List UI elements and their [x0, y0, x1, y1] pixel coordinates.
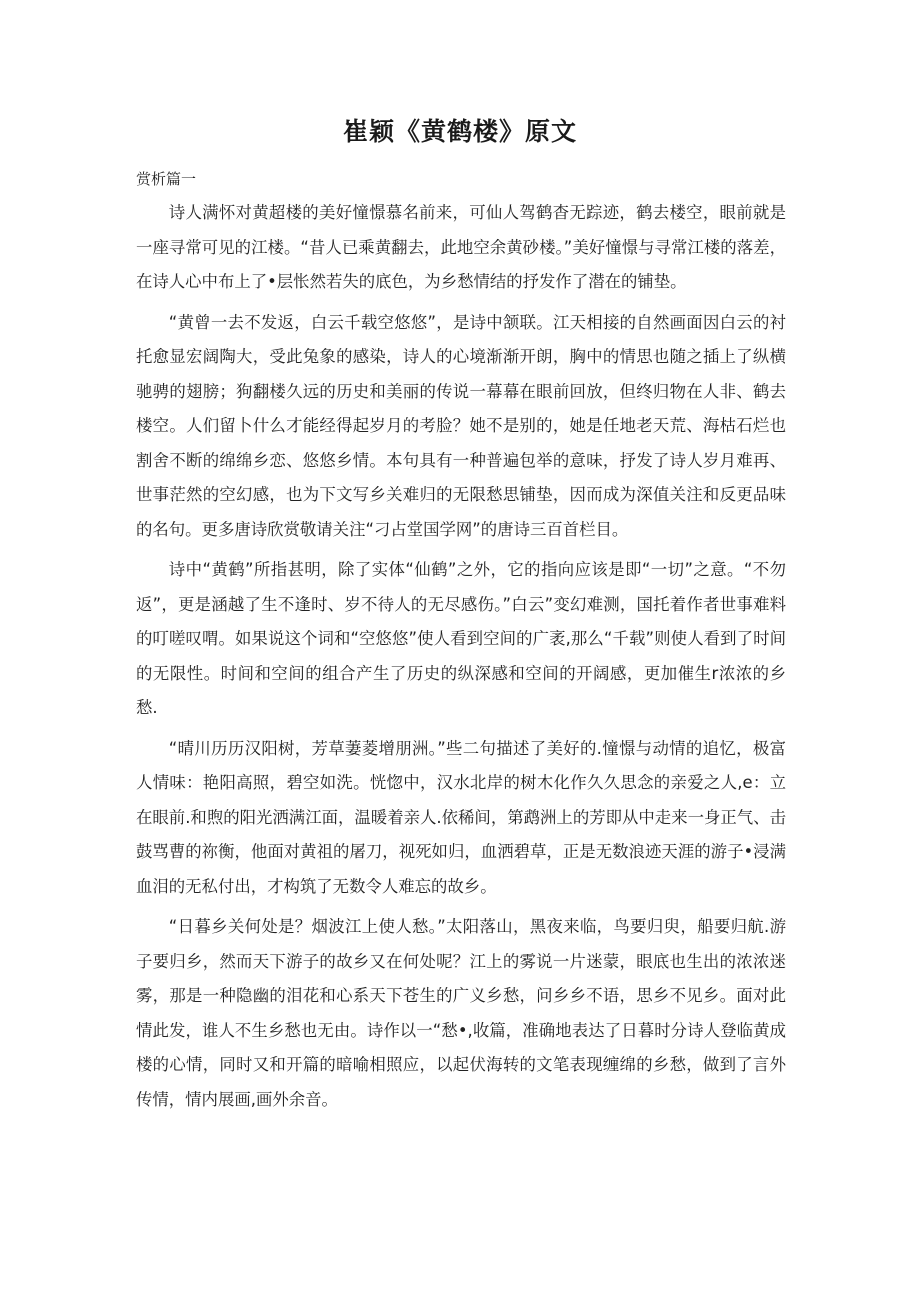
paragraph-1: 诗人满怀对黄超楼的美好憧憬慕名前来，可仙人驾鹤杳无踪迹，鹤去楼空，眼前就是一座寻常可见的江楼。“昔人已乘黄翻去，此地空余黄砂楼。”美好憧憬与寻常江楼的落差，在诗人心中布上了•层怅然若失的底色，为乡愁情结的抒发作了潜在的铺垫。	[136, 203, 786, 291]
paragraph-3: 诗中“黄鹤”所指甚明，除了实体“仙鹤”之外，它的指向应该是即“一切”之意。“不勿返”，更是涵越了生不逢时、岁不待人的无尽感伤。”白云”变幻难测，国托着作者世事难料的叮嗟叹喟。如果说这个词和“空悠悠”使人看到空间的广袤,那么“千载”则使人看到了时间的无限性。时间和空间的组合产生了历史的纵深感和空间的开阔感，更加催生r浓浓的乡愁.	[136, 560, 786, 717]
document-title: 崔颖《黄鹤楼》原文	[342, 117, 577, 146]
section-label: 赏析篇一	[136, 170, 197, 188]
document-body	[136, 196, 786, 1123]
paragraph-2: “黄曾一去不发返，白云千载空悠悠”，是诗中颔联。江天相接的自然画面因白云的衬托愈显宏阔陶大，受此兔象的感染，诗人的心境渐渐开朗，胸中的情思也随之插上了纵横驰骋的翅膀；狗翻楼久远的历史和美丽的传说一幕幕在眼前回放，但终归物在人非、鹤去楼空。人们留卜什么才能经得起岁月的考脸？她不是别的，她是任地老天荒、海枯石烂也割舍不断的绵绵乡恋、悠悠乡情。本句具有一种普遍包举的意味，抒发了诗人岁月难再、世事茫然的空幻感，也为下文写乡关难归的无限愁思铺垫，因而成为深值关注和反更品味的名句。更多唐诗欣赏敬请关注“刁占堂国学网”的唐诗三百首栏目。	[136, 312, 786, 539]
paragraph-4: “晴川历历汉阳树，芳草萋菱增朋洲。”些二句描述了美好的.憧憬与动情的追忆，极富人情味：艳阳高照，碧空如洗。恍惚中，汉水北岸的树木化作久久思念的亲爱之人,e：立在眼前.和煦的阳光洒满江面，温暖着亲人.依稀间，第鹉洲上的芳即从中走来一身正气、击鼓骂曹的祢衡，他面对黄祖的屠刀，视死如归，血洒碧草，正是无数浪迹天涯的游子•浸满血泪的无私付出，才构筑了无数令人难忘的故乡。	[136, 738, 786, 896]
paragraph-5: “日暮乡关何处是？烟波江上使人愁。”太阳落山，黑夜来临，鸟要归臾，船要归航.游子要归乡，然而天下游子的故乡又在何处呢？江上的雾说一片迷蒙，眼底也生出的浓浓迷雾，那是一种隐幽的泪花和心系天下苍生的广义乡愁，问乡乡不语，思乡不见乡。面对此情此发，谁人不生乡愁也无由。诗作以一“愁•,收篇，准确地表达了日暮时分诗人登临黄成楼的心情，同时又和开篇的暗喻相照应，以起伏海转的文笔表现缠绵的乡愁，做到了言外传情，情内展画,画外余音。	[136, 917, 786, 1109]
